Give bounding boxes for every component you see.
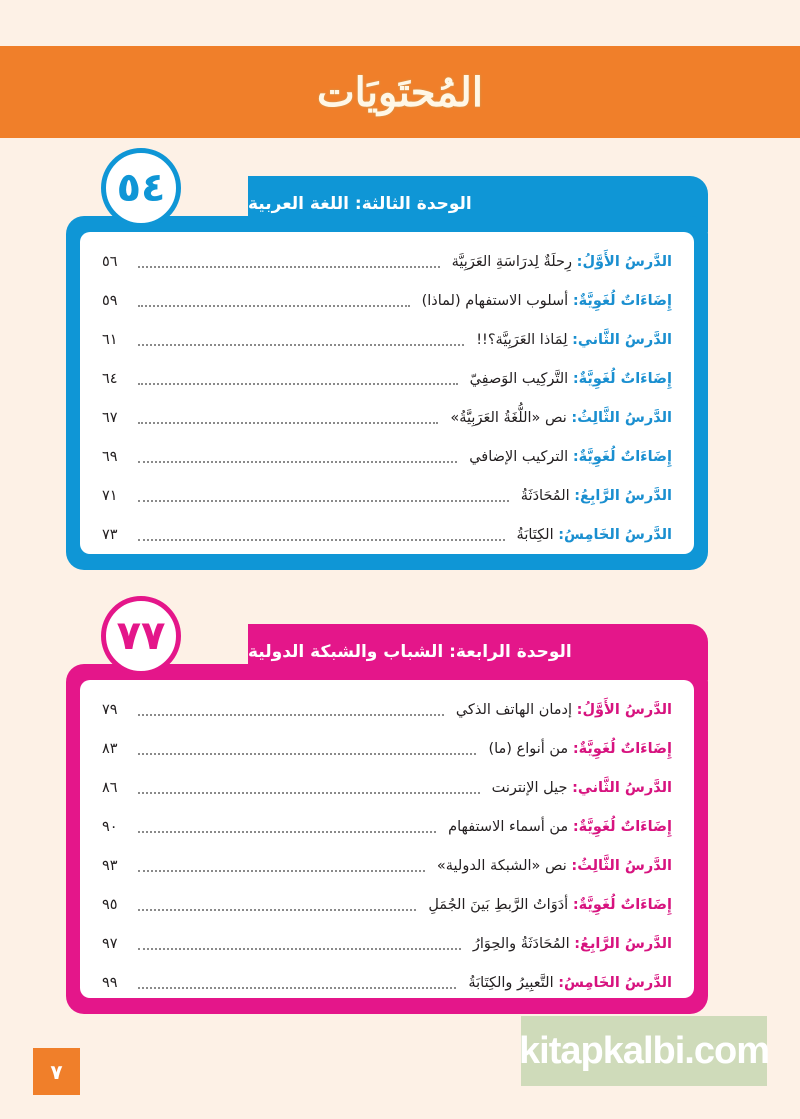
- lesson-row[interactable]: [102, 320, 672, 359]
- lesson-kind: الدَّرسُ الثَّاني:: [572, 331, 672, 348]
- leader-dots: [138, 870, 425, 872]
- leader-dots: [138, 266, 440, 268]
- page-number: ٨٦: [102, 779, 118, 796]
- unit-four-start-page: ٧٧: [116, 613, 166, 659]
- lesson-kind: الدَّرسُ الأَوَّلُ:: [576, 701, 672, 718]
- unit-three-title: الوحدة الثالثة: اللغة العربية: [248, 194, 472, 214]
- lesson-row[interactable]: [102, 359, 672, 398]
- leader-dots: [138, 987, 456, 989]
- unit-four-box: [66, 664, 708, 1014]
- unit-three-lessons: [80, 232, 694, 554]
- leader-dots: [138, 422, 438, 424]
- lesson-title: التَّركِيب الوَصفِيّ: [469, 370, 573, 387]
- page-number: ٦٤: [102, 370, 118, 387]
- lesson-title: الكِتَابَةُ: [516, 526, 559, 543]
- leader-dots: [138, 831, 436, 833]
- unit-three: [66, 176, 708, 570]
- lesson-row[interactable]: [102, 281, 672, 320]
- lesson-row[interactable]: [102, 768, 672, 807]
- watermark-text: kitapkalbi.com: [519, 1029, 769, 1072]
- unit-four-title: الوحدة الرابعة: الشباب والشبكة الدولية: [248, 642, 572, 662]
- page-number: ٧٣: [102, 526, 118, 543]
- lesson-title: التركيب الإضافي: [469, 448, 573, 465]
- lesson-title: نص «اللُّغَةُ العَرَبِيَّةُ»: [450, 409, 572, 426]
- watermark: [521, 1016, 767, 1086]
- lesson-title: المُحَادَثَةُ: [520, 487, 575, 504]
- lesson-kind: الدَّرسُ الثَّاني:: [572, 779, 672, 796]
- lesson-kind: الدَّرسُ الرَّابِعُ:: [574, 935, 672, 952]
- lesson-kind: إِضَاءَاتٌ لُغَوِيَّةٌ:: [572, 292, 672, 309]
- footer-page-number: [33, 1048, 80, 1095]
- lesson-kind: إِضَاءَاتٌ لُغَوِيَّةٌ:: [572, 740, 672, 757]
- lesson-title: جيل الإنترنت: [491, 779, 573, 796]
- lesson-title: رِحلَةٌ لِدرَاسَةِ العَرَبِيَّة: [451, 253, 577, 270]
- lesson-kind: إِضَاءَاتٌ لُغَوِيَّةٌ:: [572, 896, 672, 913]
- lesson-kind: الدَّرسُ الأَوَّلُ:: [576, 253, 672, 270]
- leader-dots: [138, 909, 416, 911]
- lesson-row[interactable]: [102, 242, 672, 281]
- lesson-title: المُحَادَثَةُ والحِوَارُ: [472, 935, 575, 952]
- leader-dots: [138, 792, 480, 794]
- page-number: ٧٩: [102, 701, 118, 718]
- page-number: ٦٧: [102, 409, 118, 426]
- page-number: ٥٦: [102, 253, 118, 270]
- lesson-row[interactable]: [102, 846, 672, 885]
- leader-dots: [138, 383, 458, 385]
- page-number: ٩٥: [102, 896, 118, 913]
- page-number: ٦٩: [102, 448, 118, 465]
- page-title: المُحتَويَات: [317, 68, 483, 116]
- lesson-kind: الدَّرسُ الخَامِسُ:: [558, 974, 672, 991]
- lesson-title: من أسماء الاستفهام: [448, 818, 573, 835]
- lesson-title: إدمان الهاتف الذكي: [455, 701, 577, 718]
- page-number: ٥٩: [102, 292, 118, 309]
- unit-three-start-page: ٥٤: [116, 165, 166, 211]
- lesson-title: لِمَاذا العَرَبِيَّة؟!!: [476, 331, 573, 348]
- lesson-row[interactable]: [102, 729, 672, 768]
- lesson-kind: الدَّرسُ الرَّابِعُ:: [574, 487, 672, 504]
- leader-dots: [138, 305, 410, 307]
- lesson-title: أسلوب الاستفهام (لماذا): [421, 292, 573, 309]
- lesson-row[interactable]: [102, 924, 672, 963]
- footer-page-number-text: ٧: [50, 1059, 63, 1084]
- unit-four-lessons: [80, 680, 694, 998]
- page-number: ٩٧: [102, 935, 118, 952]
- leader-dots: [138, 344, 464, 346]
- leader-dots: [138, 539, 505, 541]
- lesson-title: نص «الشبكة الدولية»: [436, 857, 572, 874]
- leader-dots: [138, 948, 461, 950]
- lesson-kind: إِضَاءَاتٌ لُغَوِيَّةٌ:: [572, 818, 672, 835]
- lesson-row[interactable]: [102, 476, 672, 515]
- header-band: [0, 46, 800, 138]
- leader-dots: [138, 461, 457, 463]
- page-number: ٧١: [102, 487, 118, 504]
- unit-three-box: [66, 216, 708, 570]
- page-number: ٦١: [102, 331, 118, 348]
- lesson-title: من أنواع (ما): [488, 740, 573, 757]
- leader-dots: [138, 714, 444, 716]
- lesson-row[interactable]: [102, 963, 672, 1002]
- unit-four: [66, 624, 708, 1014]
- lesson-row[interactable]: [102, 807, 672, 846]
- lesson-title: أدَوَاتُ الرَّبطِ بَينَ الجُمَلِ: [428, 896, 573, 913]
- page-number: ٨٣: [102, 740, 118, 757]
- lesson-row[interactable]: [102, 690, 672, 729]
- lesson-row[interactable]: [102, 885, 672, 924]
- page-number: ٩٣: [102, 857, 118, 874]
- lesson-kind: إِضَاءَاتٌ لُغَوِيَّةٌ:: [572, 370, 672, 387]
- page-number: ٩٠: [102, 818, 118, 835]
- page-number: ٩٩: [102, 974, 118, 991]
- lesson-row[interactable]: [102, 437, 672, 476]
- lesson-kind: إِضَاءَاتٌ لُغَوِيَّةٌ:: [572, 448, 672, 465]
- unit-four-page-badge: [101, 596, 181, 676]
- unit-three-page-badge: [101, 148, 181, 228]
- lesson-title: التَّعبِيرُ والكِتَابَةُ: [468, 974, 559, 991]
- lesson-kind: الدَّرسُ الثَّالِثُ:: [571, 857, 672, 874]
- lesson-row[interactable]: [102, 398, 672, 437]
- leader-dots: [138, 753, 476, 755]
- leader-dots: [138, 500, 509, 502]
- lesson-row[interactable]: [102, 515, 672, 554]
- lesson-kind: الدَّرسُ الثَّالِثُ:: [571, 409, 672, 426]
- lesson-kind: الدَّرسُ الخَامِسُ:: [558, 526, 672, 543]
